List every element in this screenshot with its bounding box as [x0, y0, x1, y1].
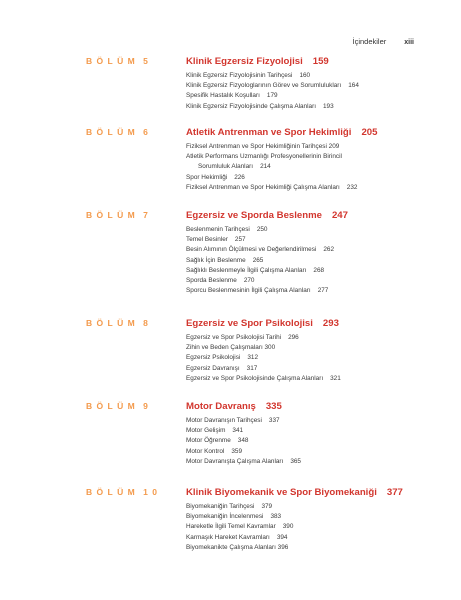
toc-entry[interactable] [186, 543, 461, 553]
toc-entry[interactable] [186, 235, 461, 245]
chapter-entries [186, 142, 461, 193]
toc-entry-page: 226 [234, 173, 245, 181]
chapter-label [86, 127, 152, 137]
toc-entry[interactable] [186, 266, 461, 276]
chapter-6 [0, 127, 461, 193]
chapter-entries [186, 225, 461, 296]
chapter-title-text: Egzersiz ve Spor Psikolojisi [186, 318, 313, 329]
toc-entry-text: Karmaşık Hareket Kavramları [186, 533, 270, 541]
chapter-title-page: 335 [265, 401, 282, 412]
toc-entry-text: Fiziksel Antrenman ve Spor Hekimliğinin Tarihçesi 209 [186, 143, 340, 150]
toc-entry-text: Klinik Egzersiz Fizyolojisinin Tarihçesi [186, 72, 293, 79]
toc-entry-page: 365 [290, 457, 301, 465]
chapter-entries [186, 71, 461, 112]
toc-entry-page: 160 [299, 72, 311, 79]
toc-entry-text: Motor Davranışta Çalışma Alanları [186, 457, 284, 465]
toc-entry[interactable] [186, 426, 461, 436]
toc-entry[interactable] [186, 343, 461, 353]
chapter-number: 8 [143, 318, 153, 328]
section-title: İçindekiler [352, 37, 387, 46]
toc-entry-page: 265 [252, 256, 264, 264]
toc-entry[interactable] [186, 256, 461, 266]
toc-entry-page: 270 [243, 277, 255, 285]
toc-entry-text: Biyomekanikte Çalışma Alanları 396 [186, 543, 289, 551]
chapter-label-text: BÖLÜM [86, 210, 140, 220]
chapter-number: 6 [143, 127, 153, 137]
toc-entry-text: Motor Öğrenme [186, 437, 231, 445]
chapter-label-text: BÖLÜM [86, 318, 140, 328]
toc-entry-page: 383 [270, 513, 282, 521]
toc-entry-page: 337 [268, 417, 280, 424]
chapter-label-text: BÖLÜM [86, 127, 140, 137]
toc-entry-text: Hareketle İlgili Temel Kavramlar [186, 523, 276, 531]
chapter-title-text: Egzersiz ve Sporda Beslenme [186, 210, 322, 221]
toc-entry[interactable] [186, 533, 461, 543]
page-number: xiii [404, 39, 414, 46]
toc-entry[interactable] [186, 502, 461, 512]
toc-entry-page: 390 [282, 523, 294, 531]
chapter-title[interactable] [186, 210, 461, 222]
toc-entry-page: 312 [247, 354, 259, 362]
toc-entry-page: 250 [256, 226, 268, 233]
toc-entry-text: Biyomekaniğin Tarihçesi [186, 503, 255, 510]
chapter-title[interactable] [186, 487, 461, 499]
toc-entry-page: 232 [346, 183, 358, 191]
chapter-label [86, 210, 152, 220]
toc-entry-text: Temel Besinler [186, 236, 228, 244]
toc-entry-page: 317 [246, 364, 258, 372]
toc-entry-page: 214 [260, 163, 271, 171]
toc-entry[interactable] [186, 152, 461, 162]
chapter-label-text: BÖLÜM [86, 401, 140, 411]
toc-entry-page: 262 [323, 246, 335, 254]
toc-entry-page: 193 [323, 102, 334, 110]
toc-entry-page: 277 [317, 287, 329, 295]
chapter-title[interactable] [186, 401, 461, 413]
toc-entry-text: Klinik Egzersiz Fizyolojisinde Çalışma Alanları [186, 102, 316, 110]
toc-entry-text: Spesifik Hastalık Koşulları [186, 92, 260, 100]
chapter-title-page: 247 [331, 210, 348, 221]
toc-entry[interactable] [186, 512, 461, 522]
toc-entry-page: 394 [276, 533, 288, 541]
toc-entry[interactable] [186, 225, 461, 235]
toc-entry[interactable] [186, 286, 461, 296]
chapter-label [86, 318, 152, 328]
toc-entry[interactable] [186, 91, 461, 101]
toc-entry[interactable] [186, 364, 461, 374]
toc-entry-text: Motor Davranışın Tarihçesi [186, 417, 262, 424]
toc-entry-text: Sporda Beslenme [186, 277, 237, 285]
running-header [353, 37, 415, 46]
toc-entry-page: 179 [266, 92, 278, 100]
chapter-title-text: Klinik Biyomekanik ve Spor Biyomekaniği [186, 487, 377, 498]
toc-entry-text: Egzersiz Davranışı [186, 364, 240, 372]
toc-entry[interactable] [186, 333, 461, 343]
toc-entry-text: Fiziksel Antrenman ve Spor Hekimliği Çalışma Alanları [186, 183, 340, 191]
chapter-label [86, 487, 161, 497]
toc-entry[interactable] [186, 436, 461, 446]
chapter-8 [0, 318, 461, 384]
toc-entry[interactable] [186, 416, 461, 426]
toc-entry-text: Sağlık İçin Beslenme [186, 256, 246, 264]
chapter-title-page: 205 [361, 127, 378, 138]
chapter-title-page: 293 [322, 318, 339, 329]
toc-entry[interactable] [186, 353, 461, 363]
chapter-title[interactable] [186, 127, 461, 139]
toc-entry-text: Motor Kontrol [186, 447, 225, 455]
toc-entry-text: Sorumluluk Alanları [198, 163, 254, 171]
chapter-title-text: Klinik Egzersiz Fizyolojisi [186, 56, 303, 67]
chapter-title[interactable] [186, 56, 461, 68]
chapter-label-text: BÖLÜM [86, 56, 140, 66]
toc-entry-text: Klinik Egzersiz Fizyologlarının Görev ve Sorumlulukları [186, 82, 342, 90]
toc-entry-page: 359 [231, 447, 243, 455]
toc-entry-page: 321 [330, 374, 341, 382]
toc-entry[interactable] [186, 81, 461, 91]
toc-entry[interactable] [186, 245, 461, 255]
toc-entry[interactable] [186, 457, 461, 467]
chapter-title[interactable] [186, 318, 461, 330]
toc-entry[interactable] [186, 162, 461, 172]
toc-entry-text: Besin Alımının Ölçülmesi ve Değerlendirilmesi [186, 246, 317, 254]
toc-entry-page: 268 [313, 266, 325, 274]
chapter-label [86, 56, 152, 66]
chapter-title-page: 159 [312, 56, 329, 67]
chapter-title-page: 377 [386, 487, 403, 498]
toc-entry-text: Biyomekaniğin İncelenmesi [186, 513, 264, 521]
chapter-7 [0, 210, 461, 296]
chapter-title-text: Atletik Antrenman ve Spor Hekimliği [186, 127, 352, 138]
toc-entry-page: 257 [234, 236, 246, 244]
chapter-entries [186, 333, 461, 384]
toc-entry[interactable] [186, 183, 461, 193]
toc-entry[interactable] [186, 71, 461, 81]
toc-entry-page: 296 [288, 334, 299, 341]
toc-entry[interactable] [186, 522, 461, 532]
chapter-number: 10 [143, 487, 162, 497]
toc-entry[interactable] [186, 102, 461, 112]
chapter-label [86, 401, 152, 411]
toc-entry[interactable] [186, 447, 461, 457]
toc-entry-text: Egzersiz ve Spor Psikolojisinde Çalışma Alanları [186, 374, 324, 382]
chapter-number: 7 [143, 210, 153, 220]
chapter-entries [186, 502, 461, 553]
chapter-number: 5 [143, 56, 153, 66]
toc-entry-text: Spor Hekimliği [186, 173, 228, 181]
toc-entry-page: 348 [237, 437, 249, 445]
toc-entry-page: 164 [348, 82, 359, 90]
toc-entry-text: Beslenmenin Tarihçesi [186, 226, 250, 233]
chapter-number: 9 [143, 401, 153, 411]
toc-entry-text: Atletik Performans Uzmanlığı Profesyonellerinin Birincil [186, 153, 342, 161]
toc-entry-page: 379 [261, 503, 273, 510]
chapter-10 [0, 487, 461, 553]
chapter-title-text: Motor Davranış [186, 401, 256, 412]
toc-entry-text: Sporcu Beslenmesinin İlgili Çalışma Alanları [186, 287, 311, 295]
chapter-entries [186, 416, 461, 467]
toc-entry[interactable] [186, 142, 461, 152]
toc-entry[interactable] [186, 173, 461, 183]
chapter-5 [0, 56, 461, 112]
toc-entry-text: Egzersiz ve Spor Psikolojisi Tarihi [186, 334, 282, 341]
toc-entry-text: Egzersiz Psikolojisi [186, 354, 241, 362]
toc-entry-page: 341 [232, 427, 244, 435]
chapter-9 [0, 401, 461, 467]
toc-entry[interactable] [186, 276, 461, 286]
toc-entry-text: Zihin ve Beden Çalışmaları 300 [186, 344, 276, 352]
toc-entry-text: Motor Gelişim [186, 427, 226, 435]
toc-entry[interactable] [186, 374, 461, 384]
toc-entry-text: Sağlıklı Beslenmeyle İlgili Çalışma Alanları [186, 266, 307, 274]
chapter-label-text: BÖLÜM [86, 487, 140, 497]
